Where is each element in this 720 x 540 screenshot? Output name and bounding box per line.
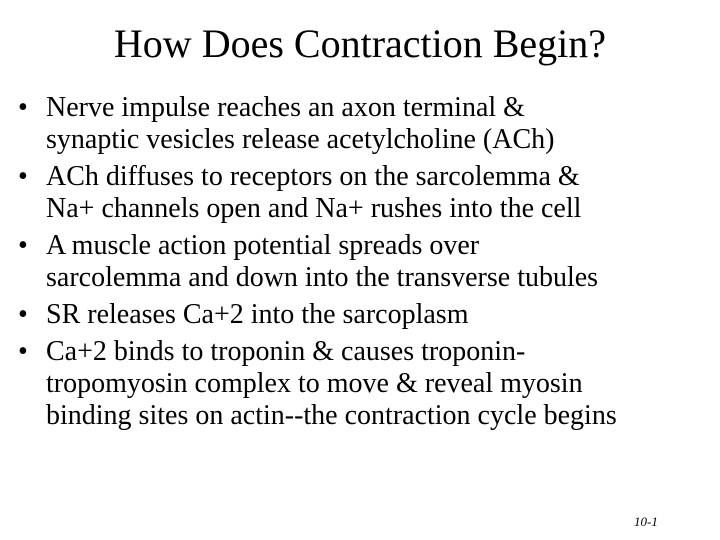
bullet-text-line: sarcolemma and down into the transverse tubules (46, 262, 599, 293)
bullet-text-line: tropomyosin complex to move & reveal myosin (46, 368, 583, 399)
bullet-text-line: A muscle action potential spreads over (46, 230, 480, 261)
bullet-item (0, 299, 720, 331)
bullet-item (0, 92, 720, 156)
bullet-text-line: ACh diffuses to receptors on the sarcolemma & (46, 161, 580, 192)
slide-title: How Does Contraction Begin? (113, 21, 607, 66)
bullet-item (0, 161, 720, 225)
bullet-icon: • (18, 92, 28, 123)
bullet-item (0, 230, 720, 294)
bullet-icon: • (18, 161, 28, 192)
bullet-text-line: Nerve impulse reaches an axon terminal & (46, 92, 525, 123)
bullet-icon: • (18, 299, 28, 330)
slide-number: 10-1 (634, 514, 658, 529)
bullet-list (0, 92, 720, 437)
bullet-text-line: binding sites on actin--the contraction cycle begins (46, 400, 617, 431)
bullet-item (0, 336, 720, 432)
bullet-icon: • (18, 336, 28, 367)
bullet-text-line: synaptic vesicles release acetylcholine (ACh) (46, 124, 555, 155)
bullet-text-line: Na+ channels open and Na+ rushes into the cell (46, 193, 582, 224)
bullet-text-line: Ca+2 binds to troponin & causes troponin- (46, 336, 526, 367)
bullet-text-line: SR releases Ca+2 into the sarcoplasm (46, 299, 469, 330)
bullet-icon: • (18, 230, 28, 261)
